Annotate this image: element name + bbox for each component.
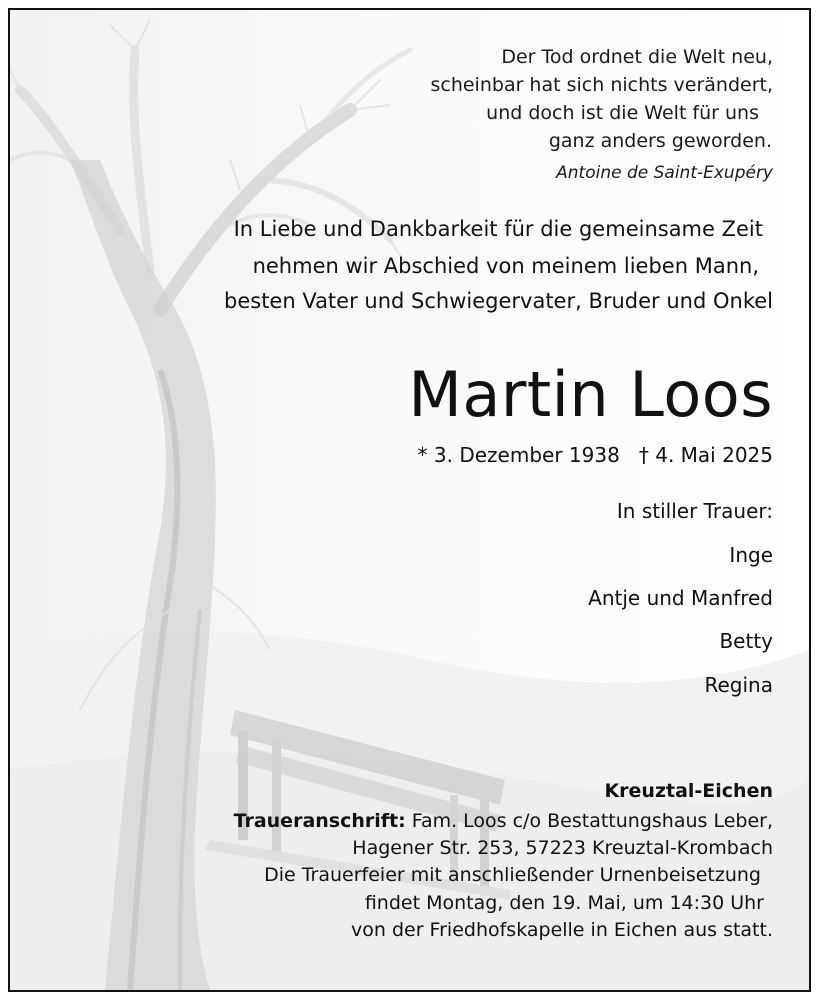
service-line-1: Die Trauerfeier mit anschließender Urnenbeisetzung <box>264 864 761 886</box>
mourner-1: Inge <box>729 543 773 567</box>
life-dates: * 3. Dezember 1938 † 4. Mai 2025 <box>417 443 773 467</box>
address-text-1: Fam. Loos c/o Bestattungshaus Leber, <box>405 810 773 832</box>
mourners-heading: In stiller Trauer: <box>616 499 773 523</box>
quote-line-2: scheinbar hat sich nichts verändert, <box>430 74 773 96</box>
service-line-2: findet Montag, den 19. Mai, um 14:30 Uhr <box>364 892 764 914</box>
quote-line-1: Der Tod ordnet die Welt neu, <box>501 46 773 68</box>
quote-author: Antoine de Saint-Exupéry <box>556 163 773 183</box>
mourner-4: Regina <box>704 673 773 697</box>
deceased-name: Martin Loos <box>408 358 773 431</box>
place-name: Kreuztal-Eichen <box>604 780 773 802</box>
service-line-3: von der Friedhofskapelle in Eichen aus statt. <box>351 919 773 941</box>
intro-line-3: besten Vater und Schwiegervater, Bruder und Onkel <box>224 289 773 313</box>
mourner-2: Antje und Manfred <box>588 586 773 610</box>
funeral-address-line-1 <box>234 808 773 835</box>
mourner-3: Betty <box>719 629 773 653</box>
obituary-notice <box>8 8 811 992</box>
intro-line-2: nehmen wir Abschied von meinem lieben Mann, <box>252 254 759 278</box>
funeral-address-line-2: Hagener Str. 253, 57223 Kreuztal-Krombach <box>352 837 773 859</box>
intro-line-1: In Liebe und Dankbarkeit für die gemeinsame Zeit <box>233 217 763 241</box>
address-label: Traueranschrift: <box>233 810 406 832</box>
quote-line-4: ganz anders geworden. <box>548 130 772 152</box>
quote-line-3: und doch ist die Welt für uns <box>486 102 759 124</box>
